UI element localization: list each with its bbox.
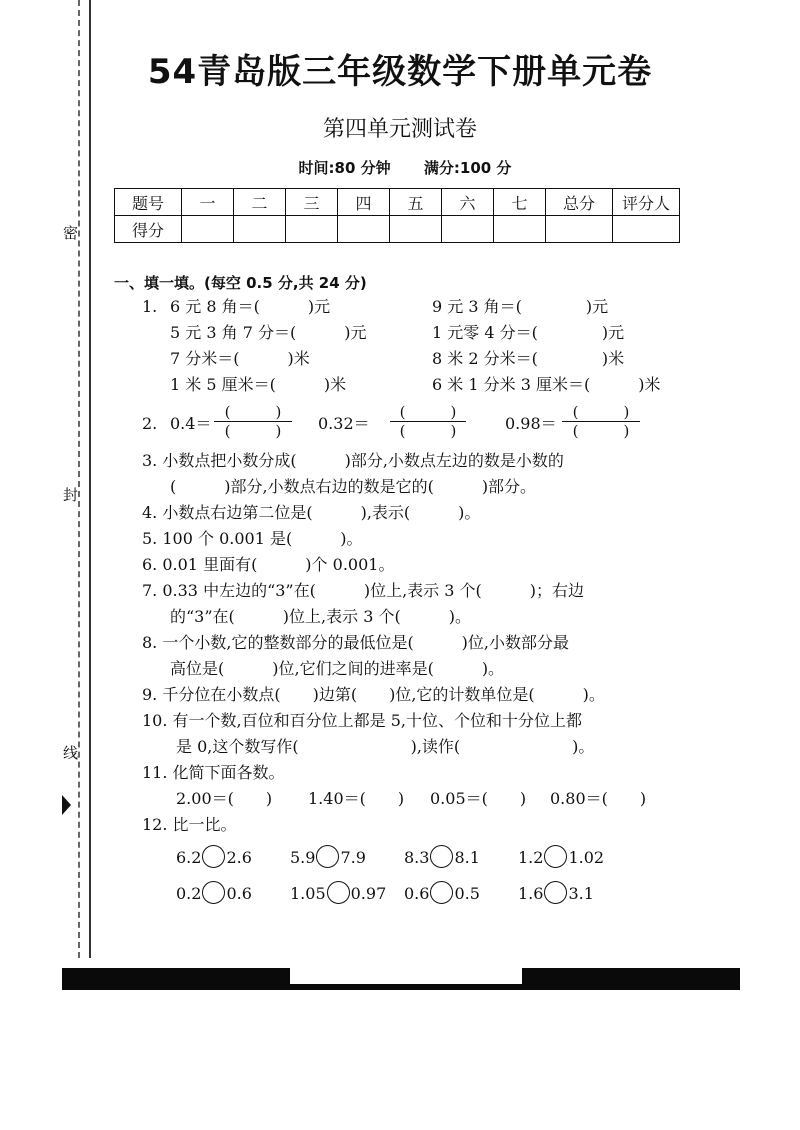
table-cell: 总分 [546, 189, 613, 216]
page-subtitle: 第四单元测试卷 [322, 117, 477, 142]
footer-bar-left [62, 968, 290, 990]
table-cell: 二 [234, 189, 286, 216]
denominator-blank[interactable]: ( ) [399, 422, 457, 440]
compare-circle[interactable] [430, 845, 453, 868]
table-cell: 六 [442, 189, 494, 216]
question-line: 7. 0.33 中左边的“3”在( )位上,表示 3 个( )；右边 [142, 581, 585, 600]
fraction-blank [562, 403, 640, 440]
table-cell: 三 [286, 189, 338, 216]
binding-dashed-line [78, 0, 80, 958]
question-number: 2. [142, 414, 158, 433]
question-line: 5. 100 个 0.001 是( )。 [142, 529, 363, 548]
question-line: 高位是( )位,它们之间的进率是( )。 [170, 659, 505, 678]
question-line: 是 0,这个数写作( ),读作( )。 [176, 737, 595, 756]
question-item: 9 元 3 角＝( )元 [432, 297, 609, 316]
score-input-cell[interactable] [442, 216, 494, 243]
compare-circle[interactable] [202, 881, 225, 904]
numerator-blank[interactable]: ( ) [390, 403, 466, 422]
page-title: 54青岛版三年级数学下册单元卷 [147, 52, 653, 92]
simplify-item: 0.05＝( ) [430, 789, 527, 808]
compare-circle[interactable] [430, 881, 453, 904]
compare-circle[interactable] [327, 881, 350, 904]
exam-info [240, 157, 570, 178]
question-item: 7 分米＝( )米 [170, 349, 310, 368]
question-item: 1 米 5 厘米＝( )米 [170, 375, 347, 394]
full-score: 满分:100 分 [423, 159, 512, 177]
margin-char-xian: 线 [63, 740, 78, 765]
table-cell: 五 [390, 189, 442, 216]
score-input-cell[interactable] [338, 216, 390, 243]
time-limit: 时间:80 分钟 [298, 159, 391, 177]
simplify-item: 2.00＝( ) [176, 789, 273, 808]
score-input-cell[interactable] [494, 216, 546, 243]
margin-char-feng: 封 [63, 482, 78, 507]
denominator-blank[interactable]: ( ) [572, 422, 630, 440]
compare-circle[interactable] [544, 845, 567, 868]
margin-char-mi: 密 [63, 220, 78, 245]
question-item: 5 元 3 角 7 分＝( )元 [170, 323, 367, 342]
compare-item: 0.2 0.6 [176, 881, 252, 904]
fraction-blank [390, 403, 466, 440]
question-line: ( )部分,小数点右边的数是它的( )部分。 [170, 477, 537, 496]
question-line: 10. 有一个数,百位和百分位上都是 5,十位、个位和十分位上都 [142, 711, 582, 730]
denominator-blank[interactable]: ( ) [224, 422, 282, 440]
score-table [114, 188, 680, 243]
question-number: 1. [142, 297, 158, 316]
table-cell: 评分人 [613, 189, 680, 216]
question-line: 6. 0.01 里面有( )个 0.001。 [142, 555, 395, 574]
question-item: 1 元零 4 分＝( )元 [432, 323, 625, 342]
score-input-cell[interactable] [390, 216, 442, 243]
simplify-item: 1.40＝( ) [308, 789, 405, 808]
compare-item: 1.05 0.97 [290, 881, 386, 904]
fraction-lead: 0.98＝ [505, 414, 557, 433]
numerator-blank[interactable]: ( ) [562, 403, 640, 422]
question-line: 8. 一个小数,它的整数部分的最低位是( )位,小数部分最 [142, 633, 570, 652]
footer-bar-middle [290, 984, 522, 990]
fraction-blank [214, 403, 292, 440]
question-line: 的“3”在( )位上,表示 3 个( )。 [170, 607, 471, 626]
question-item: 6 元 8 角＝( )元 [170, 297, 331, 316]
arrow-marker-icon [62, 795, 71, 815]
question-item: 8 米 2 分米＝( )米 [432, 349, 625, 368]
table-cell: 七 [494, 189, 546, 216]
score-input-cell[interactable] [286, 216, 338, 243]
score-input-cell[interactable] [546, 216, 613, 243]
table-cell: 四 [338, 189, 390, 216]
question-line: 11. 化简下面各数。 [142, 763, 285, 782]
question-item: 6 米 1 分米 3 厘米＝( )米 [432, 375, 661, 394]
compare-item: 1.6 3.1 [518, 881, 594, 904]
table-cell: 题号 [115, 189, 182, 216]
score-table-score-row [115, 216, 680, 243]
compare-circle[interactable] [544, 881, 567, 904]
score-input-cell[interactable] [234, 216, 286, 243]
question-line: 3. 小数点把小数分成( )部分,小数点左边的数是小数的 [142, 451, 564, 470]
score-input-cell[interactable] [613, 216, 680, 243]
compare-item: 6.2 2.6 [176, 845, 252, 868]
compare-circle[interactable] [316, 845, 339, 868]
footer-bar-right [522, 968, 740, 990]
question-line: 12. 比一比。 [142, 815, 237, 834]
compare-item: 1.2 1.02 [518, 845, 604, 868]
compare-item: 8.3 8.1 [404, 845, 480, 868]
fraction-lead: 0.32＝ [318, 414, 370, 433]
compare-item: 5.9 7.9 [290, 845, 366, 868]
table-cell: 得分 [115, 216, 182, 243]
compare-item: 0.6 0.5 [404, 881, 480, 904]
simplify-item: 0.80＝( ) [550, 789, 647, 808]
question-line: 4. 小数点右边第二位是( ),表示( )。 [142, 503, 481, 522]
score-table-header-row [115, 189, 680, 216]
binding-solid-line [89, 0, 91, 958]
compare-circle[interactable] [202, 845, 225, 868]
fraction-lead: 0.4＝ [170, 414, 212, 433]
score-input-cell[interactable] [182, 216, 234, 243]
section-heading: 一、填一填。(每空 0.5 分,共 24 分) [114, 274, 367, 292]
table-cell: 一 [182, 189, 234, 216]
question-line: 9. 千分位在小数点( )边第( )位,它的计数单位是( )。 [142, 685, 605, 704]
numerator-blank[interactable]: ( ) [214, 403, 292, 422]
